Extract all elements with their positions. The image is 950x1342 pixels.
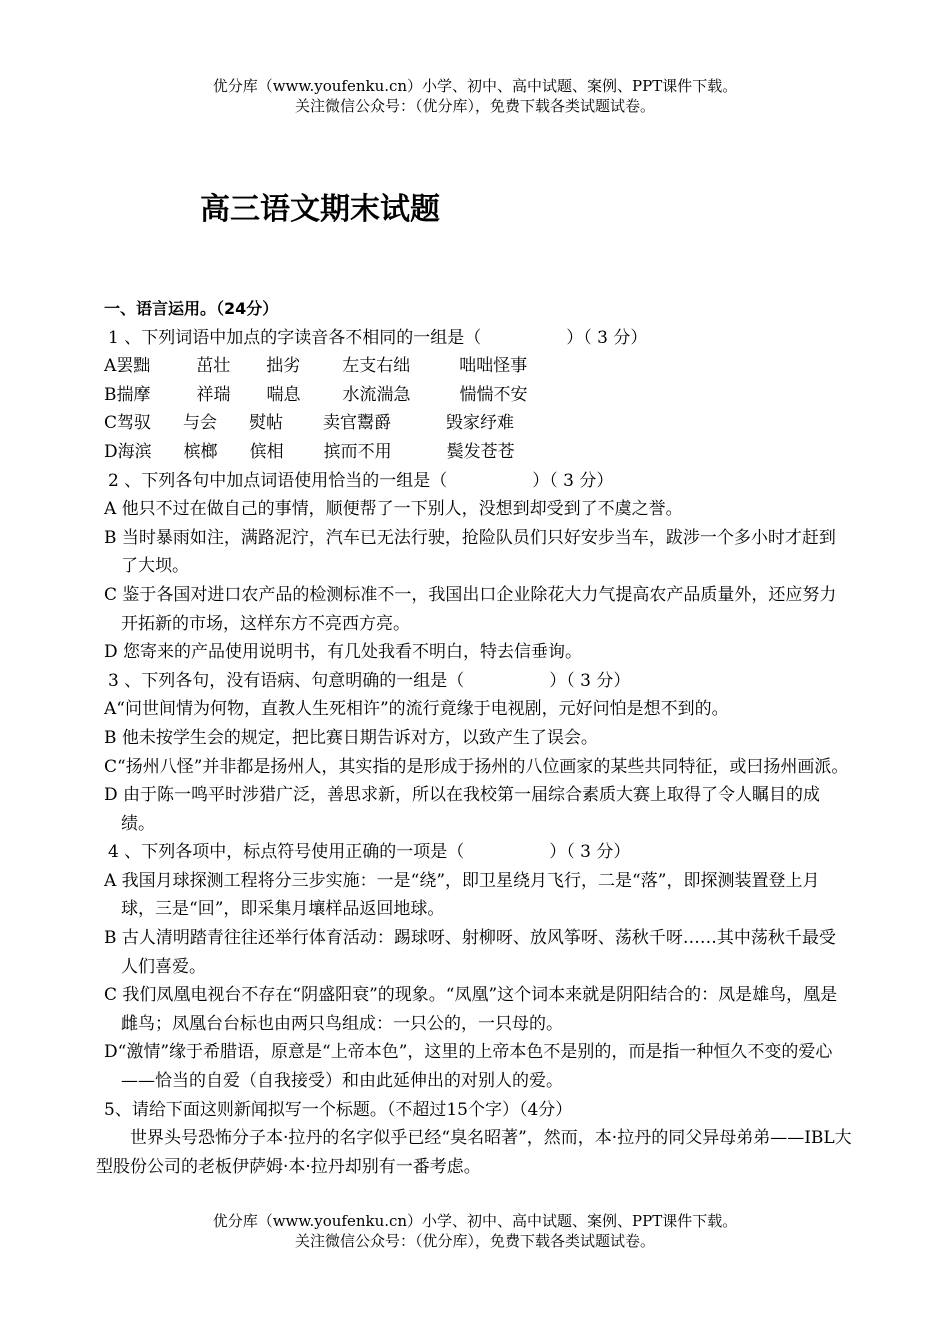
- question-1-option-c: [104, 409, 852, 438]
- option-word: 左支右绌: [342, 356, 411, 377]
- option-word: 卖官鬻爵: [323, 413, 392, 434]
- question-2-stem: 2 、下列各句中加点词语使用恰当的一组是（ ）（ 3 分）: [108, 470, 614, 491]
- question-3-option-a: A“问世间情为何物，直教人生死相许”的流行竟缘于电视剧，元好问怕是想不到的。: [104, 699, 729, 720]
- question-1-stem: 1 、下列词语中加点的字读音各不相同的一组是（ ）（ 3 分）: [108, 327, 648, 348]
- header-watermark: [0, 76, 950, 116]
- watermark-line-2: 关注微信公众号：（优分库），免费下载各类试题试卷。: [294, 1232, 655, 1250]
- question-5-stem: 5、请给下面这则新闻拟写一个标题。（不超过15个字）（4分）: [104, 1099, 573, 1120]
- option-word: 罢黜: [116, 356, 151, 377]
- section-heading: 一、语言运用。（24分）: [104, 299, 279, 318]
- option-word: 鬓发苍苍: [446, 441, 515, 462]
- question-3-stem: 3 、下列各句，没有语病、句意明确的一组是（ ）（ 3 分）: [108, 670, 631, 691]
- option-word: 与会: [183, 413, 218, 434]
- option-word: 茁壮: [196, 356, 231, 377]
- option-word: 毁家纾难: [446, 413, 515, 434]
- option-word: 咄咄怪事: [459, 356, 528, 377]
- option-letter: B: [104, 384, 117, 405]
- question-2-option-a: A 他只不过在做自己的事情，顺便帮了一下别人，没想到却受到了不虞之誉。: [104, 499, 683, 520]
- option-letter: A: [104, 356, 117, 377]
- option-word: 驾驭: [117, 413, 152, 434]
- option-word: 揣摩: [116, 384, 151, 405]
- option-letter: C: [104, 413, 118, 434]
- footer-watermark: [0, 1211, 950, 1251]
- question-2-option-b: B 当时暴雨如注，满路泥泞，汽车已无法行驶，抢险队员们只好安步当车，跋涉一个多小时才赶到了大坝。: [104, 527, 836, 577]
- question-1-option-d: [104, 438, 852, 467]
- question-3-option-d: D 由于陈一鸣平时涉猎广泛，善思求新，所以在我校第一届综合素质大赛上取得了令人瞩目的成绩。: [104, 785, 821, 834]
- option-word: 喘息: [266, 384, 301, 405]
- option-word: 惴惴不安: [459, 384, 528, 405]
- question-4-stem: 4 、下列各项中，标点符号使用正确的一项是（ ）（ 3 分）: [108, 842, 631, 863]
- option-word: 拙劣: [266, 356, 301, 377]
- option-word: 水流湍急: [342, 384, 411, 405]
- option-word: 祥瑞: [196, 384, 231, 405]
- option-word: 摈而不用: [323, 441, 392, 462]
- question-4-option-b: B 古人清明踏青往往还举行体育活动：踢球呀、射柳呀、放风筝呀、荡秋千呀……其中荡秋千最受人们喜爱。: [104, 928, 836, 977]
- option-word: 傧相: [249, 441, 284, 462]
- watermark-line-1: 优分库（www.youfenku.cn）小学、初中、高中试题、案例、PPT课件下载。: [212, 77, 738, 95]
- watermark-line-1: 优分库（www.youfenku.cn）小学、初中、高中试题、案例、PPT课件下载。: [212, 1212, 738, 1230]
- page-title: 高三语文期末试题: [200, 192, 440, 227]
- question-1-option-a: [104, 352, 852, 381]
- question-3-option-b: B 他未按学生会的规定，把比赛日期告诉对方，以致产生了误会。: [104, 727, 598, 748]
- option-word: 槟榔: [183, 441, 218, 462]
- exam-content: [96, 295, 852, 1181]
- question-3-option-c: C“扬州八怪”并非都是扬州人，其实指的是形成于扬州的八位画家的某些共同特征，或曰扬州画派。: [104, 756, 849, 777]
- option-word: 海滨: [117, 441, 152, 462]
- option-letter: D: [104, 441, 118, 462]
- question-4-option-c: C 我们凤凰电视台不存在“阴盛阳衰”的现象。“凤凰”这个词本来就是阴阳结合的：凤是雄鸟，凰是雌鸟；凤凰台台标也由两只鸟组成：一只公的，一只母的。: [104, 985, 838, 1034]
- question-4-option-a: A 我国月球探测工程将分三步实施：一是“绕”，即卫星绕月飞行，二是“落”，即探测装置登上月球，三是“回”，即采集月壤样品返回地球。: [104, 870, 820, 920]
- option-word: 熨帖: [249, 413, 284, 434]
- question-4-option-d: D“激情”缘于希腊语，原意是“上帝本色”，这里的上帝本色不是别的，而是指一种恒久不变的爱心——恰当的自爱（自我接受）和由此延伸出的对别人的爱。: [104, 1042, 833, 1092]
- question-2-option-c: C 鉴于各国对进口农产品的检测标准不一，我国出口企业除花大力气提高农产品质量外，还应努力开拓新的市场，这样东方不亮西方亮。: [104, 584, 837, 634]
- watermark-line-2: 关注微信公众号：（优分库），免费下载各类试题试卷。: [294, 97, 655, 115]
- question-1-option-b: [104, 381, 852, 410]
- question-5-passage: 世界头号恐怖分子本·拉丹的名字似乎已经“臭名昭著”，然而，本·拉丹的同父异母弟弟——IBL大型股份公司的老板伊萨姆·本·拉丹却别有一番考虑。: [96, 1128, 852, 1177]
- question-2-option-d: D 您寄来的产品使用说明书，有几处我看不明白，特去信垂询。: [104, 642, 583, 663]
